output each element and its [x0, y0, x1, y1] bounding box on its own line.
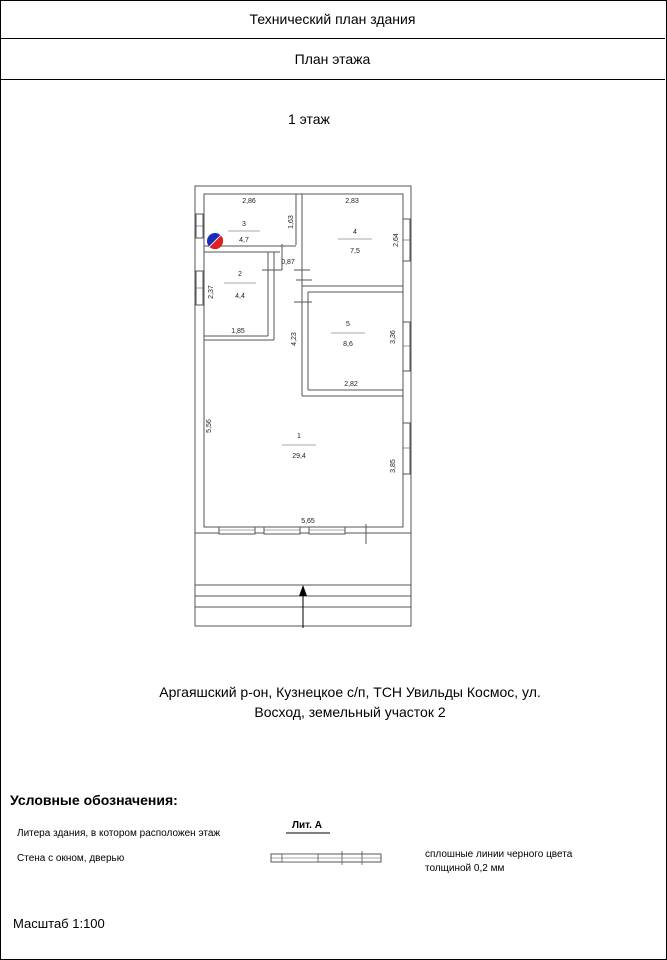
- outer-wall-inner: [204, 194, 403, 527]
- floor-label: 1 этаж: [288, 111, 330, 127]
- dimension-label: 2,64: [393, 233, 400, 247]
- address: [100, 682, 600, 722]
- document-title: Технический план здания: [0, 0, 665, 39]
- dimension-label: 5,56: [206, 419, 213, 433]
- dimension-label: 2,37: [208, 285, 215, 299]
- legend-lit-label: Лит. А: [292, 820, 322, 831]
- address-line1: Аргаяшский р-он, Кузнецкое с/п, ТСН Увильды Космос, ул.: [159, 684, 541, 700]
- dimension-label: 3,36: [390, 330, 397, 344]
- room-area: 7,5: [350, 248, 360, 255]
- room-number: 2: [238, 271, 242, 278]
- scale-label: Масштаб 1:100: [13, 916, 105, 931]
- window: [309, 527, 345, 534]
- outer-wall-outer: [195, 186, 411, 533]
- window: [403, 322, 410, 371]
- dimension-label: 2,82: [344, 381, 358, 388]
- window: [264, 527, 300, 534]
- legend-wall-symbol: [270, 851, 382, 865]
- legend-title: Условные обозначения:: [10, 792, 178, 808]
- marker-icon: [207, 233, 223, 249]
- dimension-label: 2,86: [242, 198, 256, 205]
- window: [403, 423, 410, 474]
- room-number: 3: [242, 221, 246, 228]
- room-number: 5: [346, 321, 350, 328]
- dimension-label: 1,85: [231, 328, 245, 335]
- room-area: 4,7: [239, 237, 249, 244]
- lit-underline: [286, 832, 334, 835]
- room-area: 8,6: [343, 341, 353, 348]
- window: [219, 527, 255, 534]
- dimension-label: 2,83: [345, 198, 359, 205]
- dimension-label: 5,65: [301, 518, 315, 525]
- room-number: 4: [353, 229, 357, 236]
- address-line2: Восход, земельный участок 2: [254, 704, 446, 720]
- room-area: 29,4: [292, 453, 306, 460]
- entrance-arrow-icon: [299, 585, 307, 596]
- legend-note: [425, 848, 572, 876]
- dimension-label: 1,63: [288, 215, 295, 229]
- dimension-label: 0,87: [281, 259, 295, 266]
- dimension-label: 3,85: [390, 459, 397, 473]
- legend-row1-label: Литера здания, в котором расположен этаж: [17, 828, 221, 839]
- room-area: 4,4: [235, 293, 245, 300]
- room-number: 1: [297, 433, 301, 440]
- plan-subtitle: План этажа: [0, 39, 665, 80]
- legend-row2-label: Стена с окном, дверью: [17, 853, 125, 864]
- legend-note-line1: сплошные линии черного цвета: [425, 849, 573, 860]
- legend-note-line2: толщиной 0,2 мм: [425, 863, 505, 874]
- dimension-label: 4,23: [291, 332, 298, 346]
